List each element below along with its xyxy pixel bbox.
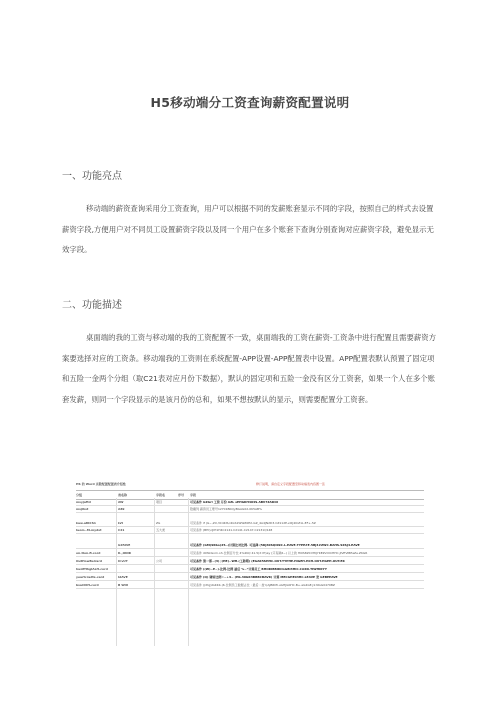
paragraph-text: 桌面端的我的工资与移动端的我的工资配置不一致，桌面端我的工资在薪资-工资条中进行配置且需要薪资方案要选择对应的工资条。移动端我的工资则在系统配置-APP设置-APP配置表中设置。APP配置表默认预置了固定项和五险一金两个分组（取C21表对应月份下数据），默认的固定项和五险一金没有区分工资套，如果一个人在多个账套发薪，则同一个字段显示的是该月份的总和，如果不想按默认的显示，则需要配置分工资套。 [62,333,437,404]
table-cell: 可见条件 (BHI).IJIH1H4C2141.C2141.C2147.C2131Q148 [190,528,273,532]
config-table-screenshot [76,468,424,648]
table-caption-right: 修订说明，请自定义字段配置至移动端表内容图一张 [256,482,326,486]
table-cell: 可见条件 iOWkGom.oh.比例百分比 4%4KQ 41.5(X lH)ay (只有跳6~) 以上的 H0IS8ZCVHIJYKEZV.IIICHHC.JIVEVIBEaZe.ZKGR [190,551,368,555]
table-cell: 五大类 [156,528,166,532]
table-caption-left: HS 的 Word 页数配置配置表介绍性 [76,482,126,486]
table-cell: Iuom-.M-mydst [76,528,102,532]
column-header: 字段 [190,493,197,497]
document-title: H5移动端分工资查询薪资配置说明 [150,95,350,110]
table-cell: B WIU [118,583,129,587]
table-cell: 可见条件 第一部~(3) ;(HE)~WH.(工龄期) (EGAK5SHHC.OUT.TYPHE.HIGEH.HCH.OUT.HGEH.OUT.EK [190,559,345,563]
section-paragraph-highlights [62,199,438,261]
table-cell: A89 [118,507,125,511]
table-cell: 可见条件 ((W)~E~).比例.比例 最后 %~*计算员工 BHOKIBBIKCGGBI3HIC.CAXD.TIWHIKYY [190,567,327,571]
table-cell: C21 [118,528,125,532]
table-row [76,527,424,534]
table-cell: huzifHhgIALH-cord [76,567,108,571]
table-cell: 可见条件 if (G~,ZX,3C4KIS,I4GS1WWZ0E2-GZ_4A4JN2D3.CZ112E+0IJ4ICZ1L.EF+-5Z [190,521,316,525]
table-row [76,574,424,581]
table-cell: msjlhst [76,507,89,511]
table-row [76,582,424,589]
table-cell: yeartcradts-card [76,575,105,579]
table-cell: OutHowBelrard [76,559,102,563]
column-header: 字段名 [156,493,166,497]
section-paragraph-description [62,328,438,410]
table-cell: 公司 [156,559,163,563]
table-cell: 可见条件 (Q) 调转比例=~+4~ (Hb.30GK3BBBCBAVK) 计算 MECGHE03HC.LEAVE 发 GEBEEAVE [190,575,338,579]
table-row [76,520,424,527]
table-cell: IdAVE [118,575,128,579]
table-cell: GX5IVE [118,543,131,547]
paragraph-text: 移动端的薪资查询采用分工资查询，用户可以根据不同的发薪账套显示不同的字段，按照自己的样式去设置薪资字段,方便用户对不同员工设置薪资字段以及同一个用户在多个账套下查询分别查询对应薪资字段，避免显示无效字段。 [62,204,434,254]
table-cell: AW [118,500,124,504]
table-cell: 可见条件 ((Xtg)IGKKb.)6.比例员工数据占比 : 最后 : 按 l(AJB6MI.uGHJGKHC.B+.aG4GE.J1:NGG0479BZ [190,583,335,587]
table-cell: ICvUT [118,559,128,563]
table-row [76,542,424,549]
table-cell: on-tIon-fl-cord [76,551,101,555]
table-row [76,550,424,557]
table-cell: 可见条件 GZGrl 工资 月份 AZL sEHGKH404S.ABV7ZADOI [190,500,278,504]
section-heading-description: 二、功能描述 [62,300,122,311]
table-cell: 可见条件 (GM)9Kbo(25.-)计算比对比例. 可选择 (5DJ40SQI09C.L.EAVE.TYPE#E.5BJ4#ZWC.BAHS.SXSJ4.EAVE [190,543,360,547]
table-cell: 隐藏列 薪资员工账号12701BKQyBGAG02-0K5AB% [190,507,262,511]
table-cell: 项目 [156,500,163,504]
table-row [76,499,424,506]
table-cell: kuw.atKCS1 [76,521,97,525]
column-header: 序号 [178,493,185,497]
table-cell: K.,ONIK [118,551,132,555]
table-row [76,506,424,513]
table-row [76,566,424,573]
column-header: 表名称 [118,493,128,497]
column-header: 分组 [76,493,83,497]
table-cell: ZG [156,521,161,525]
table-cell: bsaClIIH-cord [76,583,99,587]
table-row [76,558,424,565]
section-heading-highlights: 一、功能亮点 [62,171,122,182]
table-cell: LVI [118,521,123,525]
table-cell: msyjaftd [76,500,91,504]
